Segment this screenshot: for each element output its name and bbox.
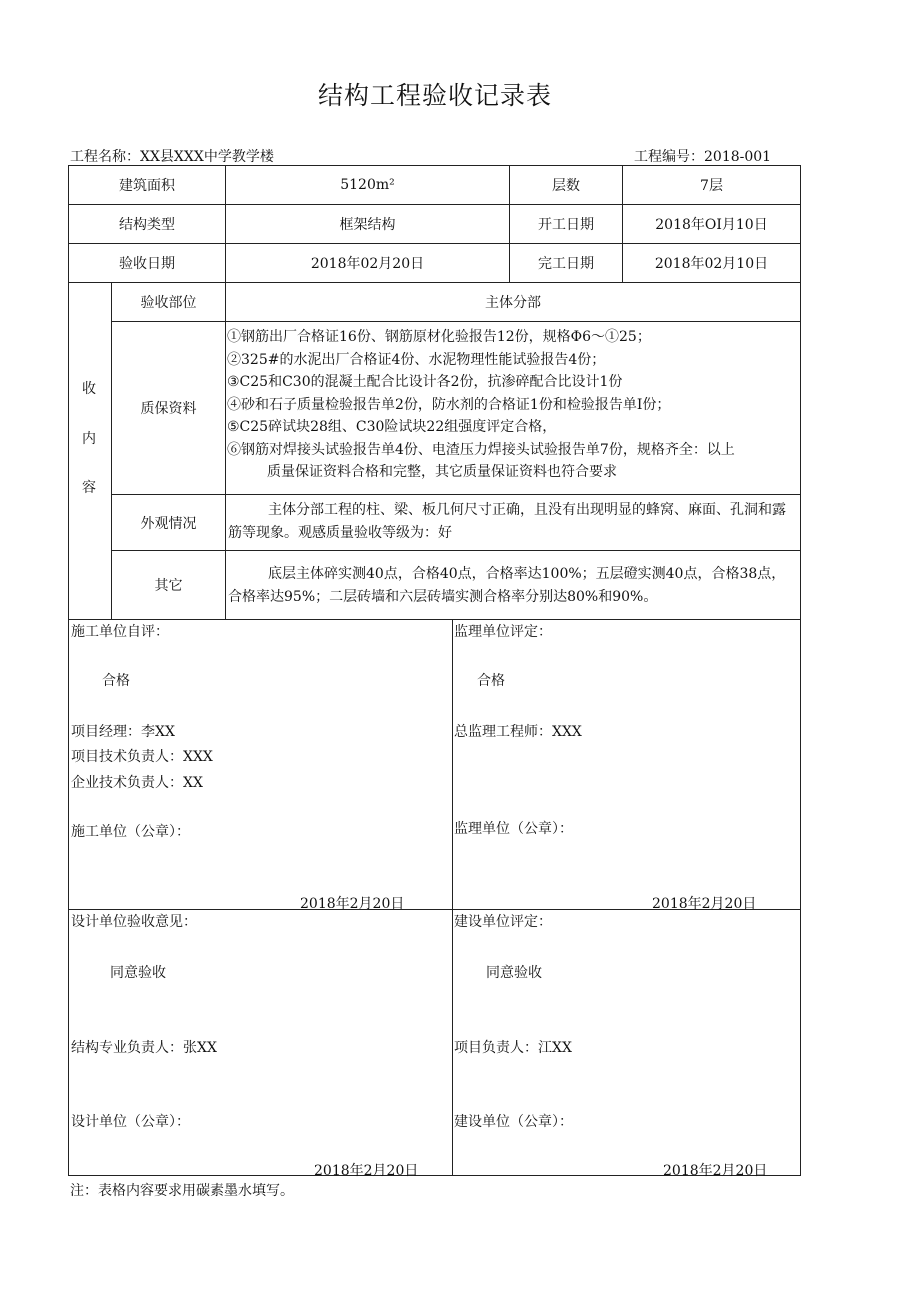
page-title: 结构工程验收记录表: [317, 81, 552, 110]
design-date: 2018年2月20日: [314, 1163, 419, 1179]
qa-line: ③C25和C30的混凝土配合比设计各2份，抗渗碎配合比设计1份: [227, 374, 623, 390]
supervision-seal: 监理单位（公章）：: [454, 821, 573, 837]
finish-date-value: 2018年02月10日: [654, 256, 769, 272]
construction-date-text: 2018年2月20日: [300, 896, 405, 909]
table-left-border: [68, 165, 69, 1176]
start-date-label: 开工日期: [538, 217, 594, 233]
project-manager: 项目经理：李XX: [71, 724, 175, 740]
side-label-char: 内: [82, 431, 96, 447]
acceptance-date-label: 验收日期: [119, 256, 175, 272]
construction-seal: 施工单位（公章）：: [71, 824, 190, 840]
floors-label: 层数: [552, 178, 580, 194]
qa-line: ①钢筋出厂合格证16份、钢筋原材化验报告12份，规格Φ6～①25；: [227, 329, 651, 345]
owner-date: 2018年2月20日: [663, 1163, 768, 1179]
structure-lead: 结构专业负责人：张XX: [71, 1040, 217, 1056]
design-heading: 设计单位验收意见：: [71, 914, 197, 930]
structure-label: 结构类型: [119, 217, 175, 233]
part-label: 验收部位: [140, 295, 197, 311]
qa-line: ④砂和石子质量检验报告单2份，防水剂的合格证1份和检验报告单I份；: [227, 396, 671, 413]
appearance-text: 主体分部工程的柱、梁、板几何尺寸正确，且没有出现明显的蜂窝、麻面、孔洞和露筋等现象。观感质量验收等级为：好: [228, 502, 786, 541]
supervision-date: 2018年2月20日: [652, 896, 757, 912]
floors-value: 7层: [700, 178, 723, 194]
owner-result: 同意验收: [486, 965, 542, 981]
structure-value: 框架结构: [339, 217, 396, 233]
construction-date: [300, 893, 404, 909]
other-text: 底层主体碎实测40点，合格40点，合格率达100%；五层磴实测40点，合格38点，合格率达95%；二层砖墙和六层砖墙实测合格率分别达80%和90%。: [228, 566, 786, 605]
area-label: 建筑面积: [119, 178, 175, 194]
design-seal: 设计单位（公章）：: [71, 1114, 190, 1130]
supervision-heading: 监理单位评定：: [454, 624, 552, 640]
area-value: 5120m²: [340, 177, 395, 193]
chief-supervisor: 总监理工程师：XXX: [454, 724, 582, 740]
appearance-label: 外观情况: [140, 515, 197, 532]
construction-result: 合格: [102, 673, 130, 689]
start-date-value: 2018年OI月10日: [655, 217, 768, 233]
other-label: 其它: [154, 578, 183, 594]
part-value: 主体分部: [485, 295, 541, 311]
column-divider: [452, 619, 453, 1176]
footnote: 注：表格内容要求用碳素墨水填写。: [70, 1183, 294, 1199]
acceptance-date-value: 2018年02月20日: [310, 256, 425, 272]
project-name: 工程名称：XX县XXX中学教学楼: [70, 149, 274, 165]
supervision-result: 合格: [477, 673, 505, 689]
owner-seal: 建设单位（公章）：: [454, 1114, 573, 1130]
qa-line: ⑥钢筋对焊接头试验报告单4份、电渣压力焊接头试验报告单7份，规格齐全：以上: [227, 441, 735, 458]
project-number: 工程编号：2018-001: [634, 149, 772, 165]
design-result: 同意验收: [110, 965, 166, 981]
corp-tech-lead: 企业技术负责人：XX: [71, 775, 203, 791]
qa-lines: [227, 326, 735, 494]
qa-line: 质量保证资料合格和完整，其它质量保证资料也符合要求: [267, 464, 617, 480]
owner-project-lead: 项目负责人：江XX: [454, 1040, 572, 1056]
qa-line: ⑤C25碎试块28组、C30险试块22组强度评定合格，: [227, 419, 557, 435]
construction-heading: 施工单位自评：: [71, 624, 169, 640]
qa-line: ②325#的水泥出厂合格证4份、水泥物理性能试验报告4份；: [227, 351, 606, 368]
row-divider: [68, 619, 801, 620]
finish-date-label: 完工日期: [538, 256, 594, 272]
qa-label: 质保资料: [140, 401, 197, 417]
owner-heading: 建设单位评定：: [454, 914, 552, 930]
side-label-char: 容: [82, 480, 96, 496]
side-label-char: 收: [82, 381, 96, 397]
project-tech-lead: 项目技术负责人：XXX: [71, 749, 213, 765]
table-right-border: [800, 165, 801, 1176]
